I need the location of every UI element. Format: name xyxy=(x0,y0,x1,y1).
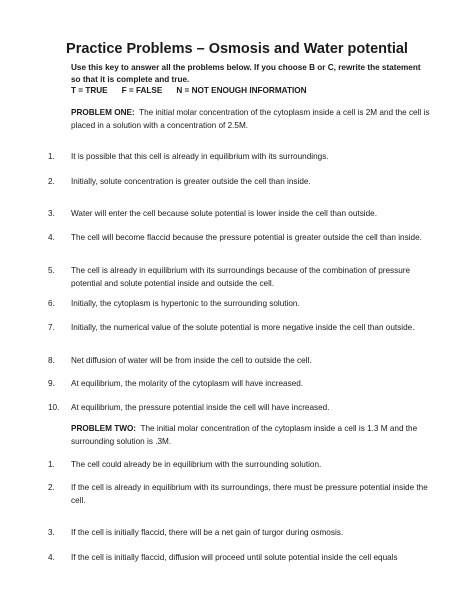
problem-one-text: The initial molar concentration of the cytoplasm inside a cell is 2M and the cell is placed in a solution with a concentration of 2.5M. xyxy=(71,108,430,130)
item-number: 6. xyxy=(48,299,55,308)
problem-two xyxy=(71,423,441,448)
item-number: 2. xyxy=(48,483,55,492)
problem-one xyxy=(71,107,441,132)
list-item xyxy=(48,232,442,245)
item-text: The cell could already be in equilibrium with the surrounding solution. xyxy=(71,460,322,469)
item-number: 5. xyxy=(48,266,55,275)
item-number: 3. xyxy=(48,209,55,218)
item-number: 7. xyxy=(48,323,55,332)
item-text: At equilibrium, the pressure potential inside the cell will have increased. xyxy=(71,403,330,412)
item-text: If the cell is initially flaccid, diffusion will proceed until solute potential inside the cell equals xyxy=(71,553,398,562)
list-item xyxy=(48,298,442,311)
item-number: 4. xyxy=(48,233,55,242)
list-item xyxy=(48,355,442,368)
list-item xyxy=(48,459,442,472)
answer-key xyxy=(71,85,441,97)
item-text: The cell is already in equilibrium with its surroundings because of the combination of pressure potential and solute potential inside and outside the cell. xyxy=(71,266,411,288)
problem-two-label: PROBLEM TWO: xyxy=(71,424,137,433)
item-text: Net diffusion of water will be from inside the cell to outside the cell. xyxy=(71,356,312,365)
item-number: 2. xyxy=(48,177,55,186)
list-item xyxy=(48,208,442,221)
list-item xyxy=(48,322,442,335)
list-item xyxy=(48,151,442,164)
document-title: Practice Problems – Osmosis and Water potential xyxy=(66,41,408,57)
problem-one-label: PROBLEM ONE: xyxy=(71,108,135,117)
item-text: Initially, the cytoplasm is hypertonic to the surrounding solution. xyxy=(71,299,300,308)
item-text: Water will enter the cell because solute potential is lower inside the cell than outside. xyxy=(71,209,377,218)
item-number: 1. xyxy=(48,460,55,469)
list-item xyxy=(48,176,442,189)
item-text: If the cell is initially flaccid, there will be a net gain of turgor during osmosis. xyxy=(71,528,344,537)
problem-two-text: The initial molar concentration of the cytoplasm inside a cell is 1.3 M and the surrounding solution is .3M. xyxy=(71,424,418,446)
item-number: 4. xyxy=(48,553,55,562)
item-text: Initially, the numerical value of the solute potential is more negative inside the cell than outside. xyxy=(71,323,415,332)
list-item xyxy=(48,402,442,415)
item-number: 3. xyxy=(48,528,55,537)
item-text: If the cell is already in equilibrium with its surroundings, there must be pressure potential inside the cell. xyxy=(71,483,428,505)
item-text: It is possible that this cell is already in equilibrium with its surroundings. xyxy=(71,152,329,161)
instructions-line-2: so that it is complete and true. xyxy=(71,74,190,84)
list-item xyxy=(48,378,442,391)
list-item xyxy=(48,265,442,290)
list-item xyxy=(48,552,442,565)
list-item xyxy=(48,482,442,507)
item-text: The cell will become flaccid because the pressure potential is greater outside the cell than inside. xyxy=(71,233,422,242)
item-text: Initially, solute concentration is greater outside the cell than inside. xyxy=(71,177,311,186)
key-true: T = TRUE xyxy=(71,86,108,96)
instructions-line-1: Use this key to answer all the problems below. If you choose B or C, rewrite the statement xyxy=(71,63,421,72)
key-false: F = FALSE xyxy=(121,86,163,96)
item-number: 9. xyxy=(48,379,55,388)
item-number: 10. xyxy=(48,403,60,412)
key-not-enough-info: N = NOT ENOUGH INFORMATION xyxy=(176,86,307,96)
list-item xyxy=(48,527,442,540)
item-text: At equilibrium, the molarity of the cytoplasm will have increased. xyxy=(71,379,304,388)
instructions xyxy=(71,62,441,97)
item-number: 8. xyxy=(48,356,55,365)
item-number: 1. xyxy=(48,152,55,161)
